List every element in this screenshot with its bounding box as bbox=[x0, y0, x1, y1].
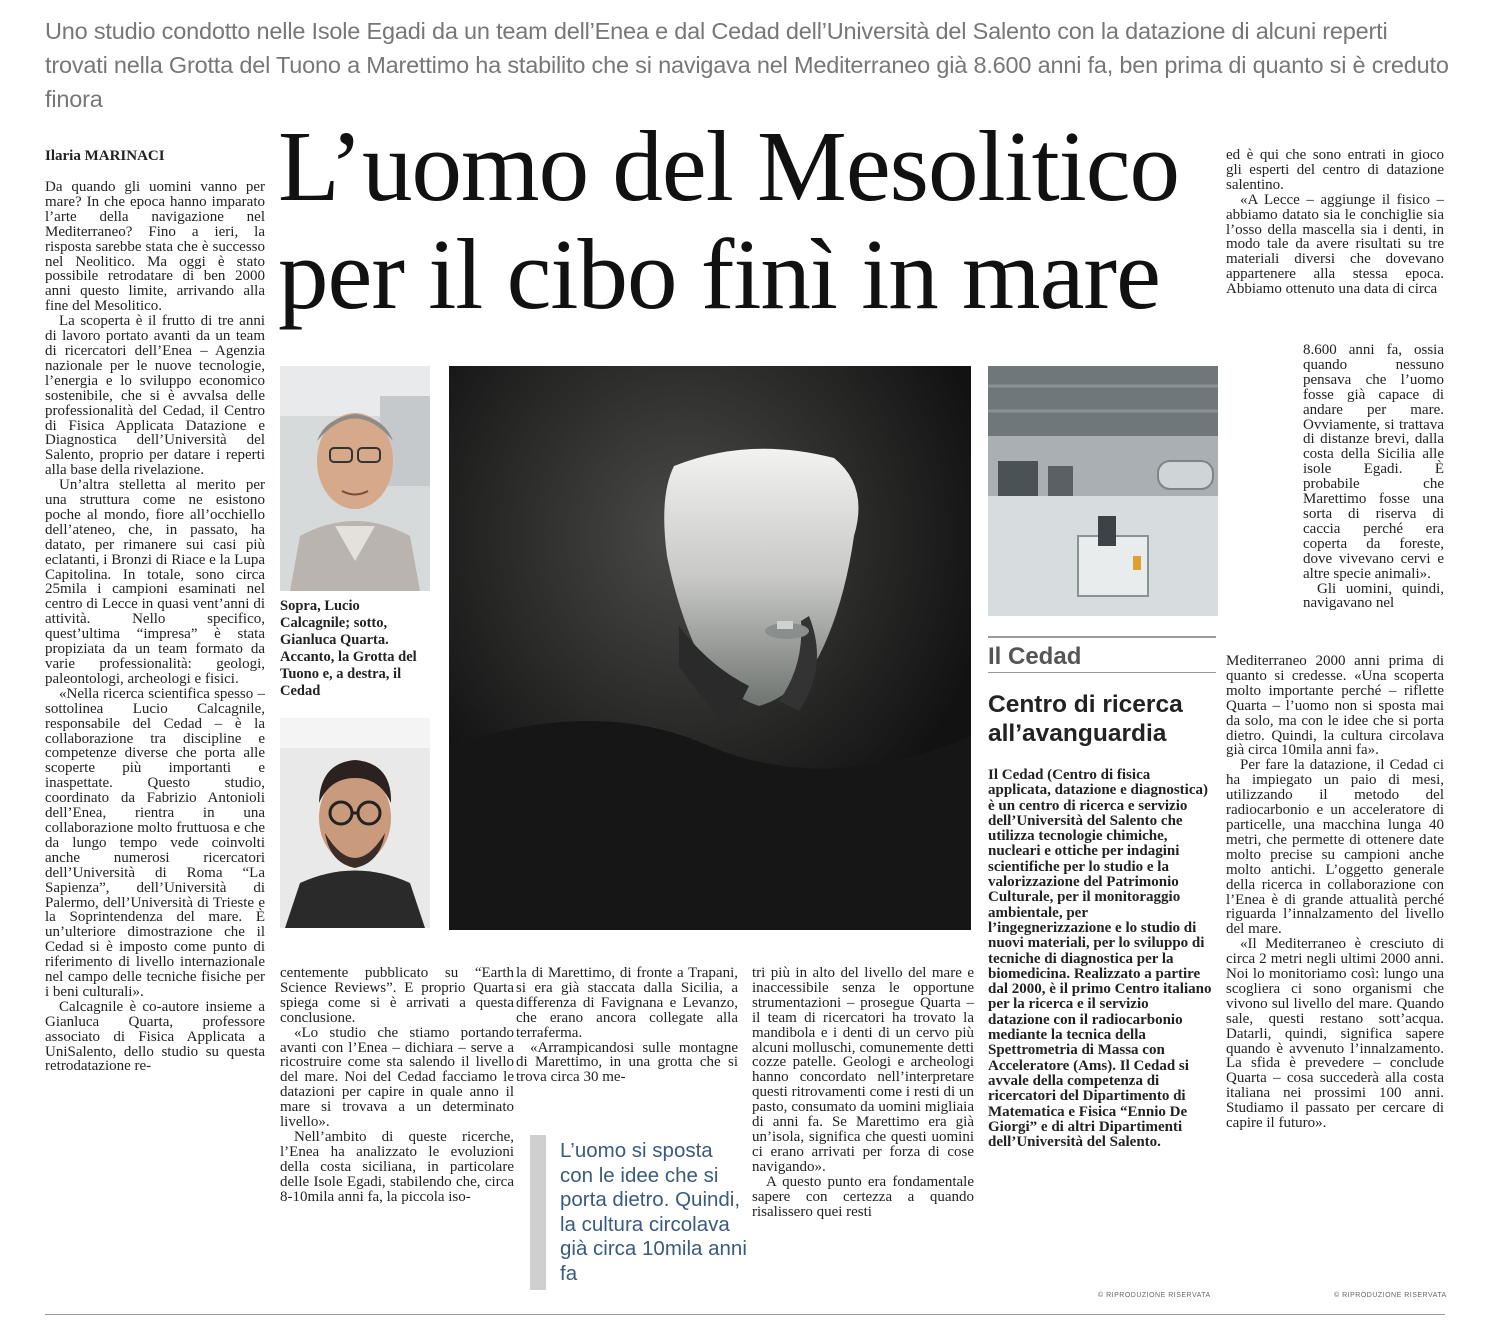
bottom-rule bbox=[45, 1314, 1445, 1315]
box-label: Il Cedad bbox=[988, 643, 1082, 670]
col2-paragraph: centemente pubblicato su “Earth Science Reviews”. E proprio Quarta spiega come si è arrivati a questa conclusione. bbox=[280, 965, 514, 1026]
right-paragraph: 8.600 anni fa, ossia quando nessuno pensava che l’uomo fosse già capace di andare per mare. Ovviamente, si trattava di distanze brevi, dalla costa della Sicilia alle isole Egadi. È probabile che Marettimo fosse una sorta di riserva di caccia perché era coperta da foreste, dove vivevano cervi e altre specie animali». bbox=[1303, 342, 1444, 582]
column-2 bbox=[280, 966, 514, 1205]
box-text: Il Cedad (Centro di fisica applicata, datazione e diagnostica) è un centro di ricerca e servizio dell’Università del Salento che utilizza tecnologie chimiche, nucleari e ottiche per indagini scientifiche per lo studio e la valorizzazione del Patrimonio Culturale, per il monitoraggio ambientale, per l’ingegnerizzazione e lo studio di nuovi materiali, per lo sviluppo di tecniche di diagnostica per la biomedicina. Realizzato a partire dal 2000, è il primo Centro italiano per la ricerca e il servizio datazione con il radiocarbonio mediante la tecnica della Spettrometria di Massa con Acceleratore (Ams). Il Cedad si avvale della competenza di ricercatori del Dipartimento di Matematica e Fisica “Ennio De Giorgi” e di altri Dipartimenti dell’Università del Salento. bbox=[988, 767, 1212, 1151]
col2-paragraph: Nell’ambito di queste ricerche, l’Enea ha analizzato le evoluzioni della costa siciliana, in particolare delle Isole Egadi, stabilendo che, circa 8-10mila anni fa, la piccola iso- bbox=[280, 1128, 514, 1205]
col1-paragraph: Calcagnile è co-autore insieme a Gianluca Quarta, professore associato di Fisica Applicata a UniSalento, dello studio su questa retrodatazione re- bbox=[45, 998, 265, 1075]
headline-line-2: per il cibo finì in mare bbox=[278, 218, 1160, 330]
column-4 bbox=[752, 966, 974, 1219]
article-headline bbox=[278, 112, 1218, 328]
copyright-note: © RIPRODUZIONE RISERVATA bbox=[1334, 1292, 1447, 1299]
cedad-laboratory-photo bbox=[988, 366, 1218, 616]
col4-paragraph: A questo punto era fondamentale sapere con certezza a quando risalissero quei resti bbox=[752, 1173, 974, 1220]
portrait-lucio-calcagnile bbox=[280, 366, 430, 591]
right-paragraph: Mediterraneo 2000 anni prima di quanto si credesse. «Una scoperta molto importante perché – riflette Quarta – l’uomo non si sposta mai da solo, ma con le idee che si porta dietro. Quindi, la cultura circolava già circa 10mila anni fa». bbox=[1226, 653, 1444, 759]
col3-paragraph: la di Marettimo, di fronte a Trapani, si era già staccata dalla Sicilia, a differenza di Favignana e Levanzo, che erano ancora collegate alla terraferma. bbox=[516, 965, 738, 1041]
col1-paragraph: «Nella ricerca scientifica spesso – sottolinea Lucio Calcagnile, responsabile del Cedad – è la collaborazione tra discipline e competenze diverse che porta alle scoperte più importanti e inaspettate. Questo studio, coordinato da Fabrizio Antonioli dell’Enea, rientra in una collaborazione molto fruttuosa e che da lungo tempo vede coinvolti anche numerosi ricercatori dell’Università di Roma “La Sapienza”, dell’Università di Palermo, dell’Università di Trieste e la Soprintendenza del mare. È un’ulteriore dimostrazione che il Cedad si è imposto come punto di riferimento di livello internazionale nel campo delle tecniche fisiche per i beni culturali». bbox=[45, 685, 265, 1000]
headline-line-1: L’uomo del Mesolitico bbox=[278, 110, 1180, 222]
right-paragraph: «Il Mediterraneo è cresciuto di circa 2 metri negli ultimi 2000 anni. Noi lo monitoriamo così: lungo una scogliera ci sono organismi che vivono sul livello del mare. Quando sale, questi restano sott’acqua. Datarli, quindi, significa sapere quando è avvenuto l’innalzamento. La sfida è prevedere – conclude Quarta – cosa succederà alla costa italiana nei prossimi 100 anni. Studiamo il passato per cercare di capire il futuro». bbox=[1226, 936, 1444, 1132]
column-right-bottom bbox=[1226, 654, 1444, 1131]
author-byline: Ilaria MARINACI bbox=[45, 148, 165, 164]
box-title: Centro di ricerca all’avanguardia bbox=[988, 691, 1183, 747]
photo-caption: Sopra, Lucio Calcagnile; sotto, Gianluca Quarta. Accanto, la Grotta del Tuono e, a destra, il Cedad bbox=[280, 598, 417, 699]
box-label-rule bbox=[988, 672, 1216, 673]
portrait-gianluca-quarta bbox=[280, 718, 430, 928]
pull-quote bbox=[530, 1135, 745, 1295]
col4-paragraph: tri più in alto del livello del mare e inaccessibile senza le opportune strumentazioni – prosegue Quarta – il team di ricercatori ha trovato la mandibola e i denti di un cervo più alcuni molluschi, comunemente detti cozze patelle. Geologi e archeologi hanno concordato nell’interpretare questi ritrovamenti come i resti di un pasto, consumato da uomini migliaia di anni fa. Se Marettimo era già un’isola, significa che questi uomini ci erano arrivati per forza di cose navigando». bbox=[752, 965, 974, 1175]
right-paragraph: Gli uomini, quindi, navigavano nel bbox=[1303, 580, 1444, 612]
box-top-rule bbox=[988, 636, 1216, 638]
right-paragraph: Per fare la datazione, il Cedad ci ha impiegato un paio di mesi, utilizzando il metodo del radiocarbonio e un acceleratore di particelle, una macchina lunga 40 metri, che permette di ottenere date molto precise su campioni anche molto antichi. L’oggetto generale della ricerca in collaborazione con l’Enea è di grande attualità perché riguarda l’innalzamento del livello del mare. bbox=[1226, 757, 1444, 938]
col2-paragraph: «Lo studio che stiamo portando avanti con l’Enea – dichiara – serve a ricostruire come sta salendo il livello del mare. Noi del Cedad facciamo le datazioni per capire in quale anno il mare si trovava a un determinato livello». bbox=[280, 1024, 514, 1131]
article-subtitle: Uno studio condotto nelle Isole Egadi da un team dell’Enea e dal Cedad dell’Università del Salento con la datazione di alcuni reperti trovati nella Grotta del Tuono a Marettimo ha stabilito che si navigava nel Mediterraneo già 8.600 anni fa, ben prima di quanto si è creduto finora bbox=[45, 18, 1449, 112]
column-1 bbox=[45, 180, 265, 1074]
column-right-narrow bbox=[1303, 343, 1444, 611]
col1-paragraph: La scoperta è il frutto di tre anni di lavoro portato avanti da un team di ricercatori dell’Enea – Agenzia nazionale per le nuove tecnologie, l’energia e lo sviluppo economico sostenibile, che si è avvalsa delle professionalità del Cedad, il Centro di Fisica Applicata Datazione e Diagnostica dell’Università del Salento, proprio per datare i reperti alla base della rivelazione. bbox=[45, 313, 265, 479]
copyright-note: © RIPRODUZIONE RISERVATA bbox=[1098, 1292, 1211, 1299]
grotta-del-tuono-photo bbox=[449, 366, 971, 930]
col1-paragraph: Da quando gli uomini vanno per mare? In che epoca hanno imparato l’arte della navigazione nel Mediterraneo? Fino a ieri, la risposta sarebbe stata che è successo nel Neolitico. Ma oggi è stato possibile retrodatare di ben 2000 anni questo limite, arrivando alla fine del Mesolitico. bbox=[45, 179, 265, 315]
right-paragraph: ed è qui che sono entrati in gioco gli esperti del centro di datazione salentino. bbox=[1226, 147, 1444, 193]
column-right-top bbox=[1226, 148, 1444, 297]
col1-paragraph: Un’altra stelletta al merito per una struttura come ne esistono poche al mondo, fiore all’occhiello dell’ateneo, che, in passato, ha datato, per rimanere sui casi più eclatanti, i Bronzi di Riace e la Lupa Capitolina. In totale, sono circa 25mila i campioni esaminati nel centro di Lecce in quasi vent’anni di attività. Nello specifico, quest’ultima “impresa” è stata propiziata da un team formato da varie professionalità: geologi, paleontologi, archeologi e fisici. bbox=[45, 477, 265, 687]
right-paragraph: «A Lecce – aggiunge il fisico – abbiamo datato sia le conchiglie sia l’osso della mascella sia i denti, in modo tale da avere risultati su tre materiali diversi che dovevano appartenere alla stessa epoca. Abbiamo ottenuto una data di circa bbox=[1226, 191, 1444, 298]
pull-quote-text: L’uomo si sposta con le idee che si porta dietro. Quindi, la cultura circolava già circa 10mila anni fa bbox=[560, 1139, 747, 1285]
col3-paragraph: «Arrampicandosi sulle montagne di Marettimo, in una grotta che si trova circa 30 me- bbox=[516, 1039, 738, 1086]
pull-quote-bar bbox=[530, 1135, 546, 1290]
column-3 bbox=[516, 966, 738, 1085]
